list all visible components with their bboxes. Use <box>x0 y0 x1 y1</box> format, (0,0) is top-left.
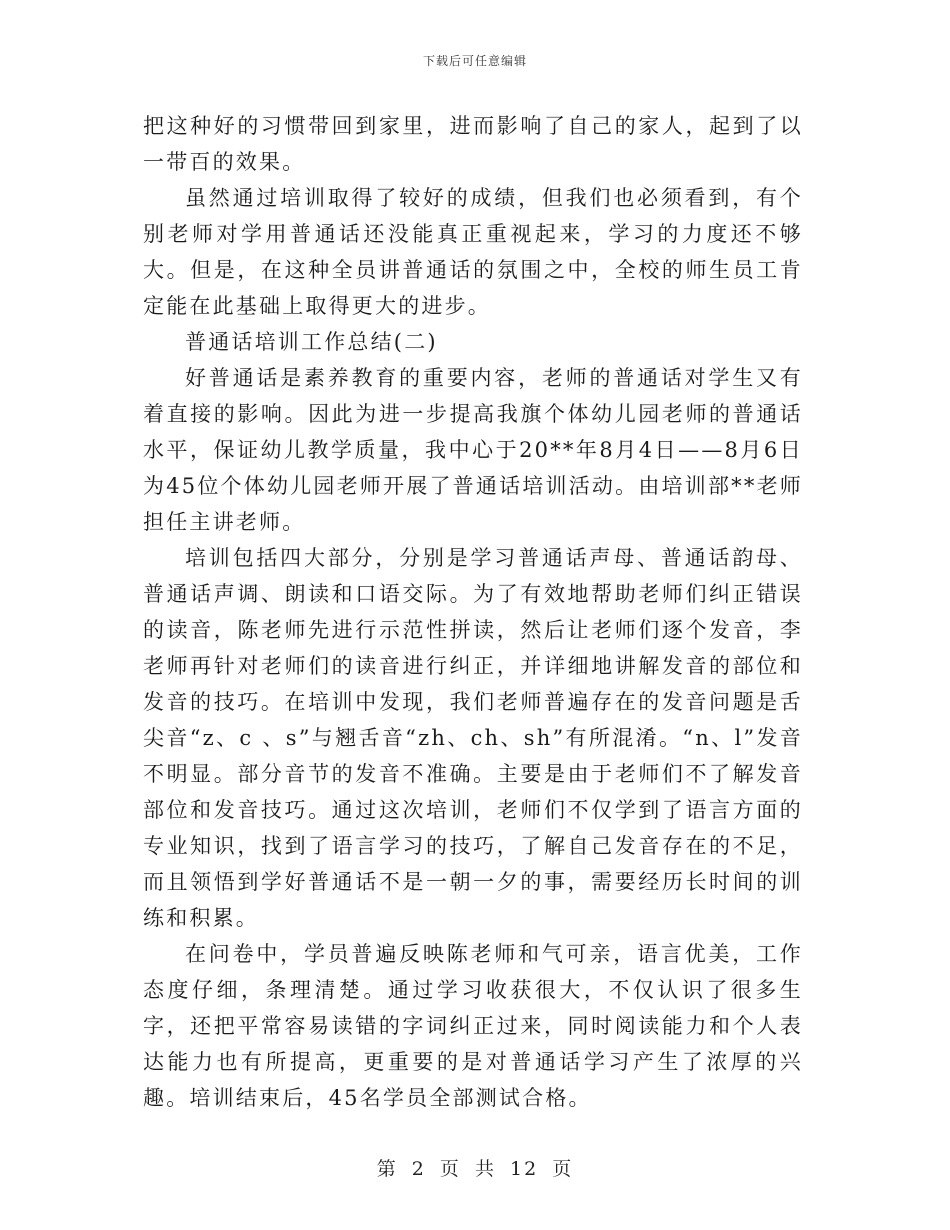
page-header: 下载后可任意编辑 <box>422 54 527 68</box>
document-body <box>143 108 803 1116</box>
paragraph: 好普通话是素养教育的重要内容，老师的普通话对学生又有着直接的影响。因此为进一步提高我旗个体幼儿园老师的普通话水平，保证幼儿教学质量，我中心于20**年8月4日——8月6日为45位个体幼儿园老师开展了普通话培训活动。由培训部**老师担任主讲老师。 <box>143 366 803 534</box>
page-footer: 第 2 页 共 12 页 <box>376 1158 574 1180</box>
paragraph-continuation: 把这种好的习惯带回到家里，进而影响了自己的家人，起到了以一带百的效果。 <box>143 114 803 174</box>
paragraph: 培训包括四大部分，分别是学习普通话声母、普通话韵母、普通话声调、朗读和口语交际。为了有效地帮助老师们纠正错误的读音，陈老师先进行示范性拼读，然后让老师们逐个发音，李老师再针对老师们的读音进行纠正，并详细地讲解发音的部位和发音的技巧。在培训中发现，我们老师普遍存在的发音问题是舌尖音“z、c 、s”与翘舌音“zh、ch、sh”有所混淆。“n、l”发音不明显。部分音节的发音不准确。主要是由于老师们不了解发音部位和发音技巧。通过这次培训，老师们不仅学到了语言方面的专业知识，找到了语言学习的技巧，了解自己发音存在的不足，而且领悟到学好普通话不是一朝一夕的事，需要经历长时间的训练和积累。 <box>143 546 803 930</box>
paragraph: 在问卷中，学员普遍反映陈老师和气可亲，语言优美，工作态度仔细，条理清楚。通过学习收获很大，不仅认识了很多生字，还把平常容易读错的字词纠正过来，同时阅读能力和个人表达能力也有所提高，更重要的是对普通话学习产生了浓厚的兴趣。培训结束后，45名学员全部测试合格。 <box>143 942 803 1110</box>
paragraph: 虽然通过培训取得了较好的成绩，但我们也必须看到，有个别老师对学用普通话还没能真正重视起来，学习的力度还不够大。但是，在这种全员讲普通话的氛围之中，全校的师生员工肯定能在此基础上取得更大的进步。 <box>143 186 803 318</box>
section-heading: 普通话培训工作总结(二) <box>185 330 438 354</box>
